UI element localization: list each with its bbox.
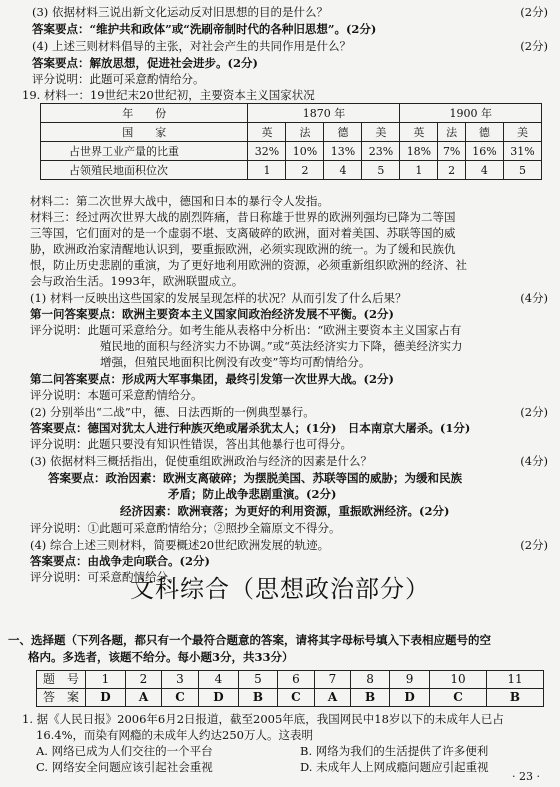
sub1-evaluation: 殖民地的面积与经济实力不协调。”或“英法经济实力下降，德美经济实力 [100, 339, 463, 353]
mc-instructions: 一、选择题（下列各题，都只有一个最符合题意的答案，请将其字母标号填入下表相应题号的空 [8, 633, 491, 647]
sub3-answer: 答案要点：政治因素：欧洲支离破碎；为摆脱美国、苏联等国的威胁；为缓和民族 [48, 471, 462, 485]
sub3-answer: 经济因素：欧洲衰落；为更好的利用资源，重振欧洲经济。(2分) [120, 504, 450, 518]
table-cell: 13% [324, 142, 362, 161]
table-cell: 31% [503, 142, 541, 161]
table-cell: 7% [438, 142, 466, 161]
answer-cell: A [125, 689, 161, 707]
section-title: 文科综合（思想政治部分） [130, 575, 430, 603]
answer-table [36, 670, 544, 707]
table-cell: 10% [286, 142, 324, 161]
answer-cell: A [314, 689, 350, 707]
table-cell: 2 [286, 161, 324, 180]
q1-option-a: A. 网络已成为人们交往的一个平台 [36, 744, 213, 758]
question-number: 3 [162, 671, 199, 689]
answer-table-header-number: 题 号 [37, 671, 86, 689]
page-number: · 23 · [512, 770, 540, 783]
answer-cell: D [198, 689, 238, 707]
table-country: 德 [465, 123, 503, 142]
q4-answer: 答案要点：解放思想，促进社会进步。(2分) [32, 56, 258, 70]
table-cell: 5 [503, 161, 541, 180]
q4-points: (2分) [520, 39, 548, 53]
sub4-points: (2分) [520, 538, 548, 552]
material-2: 材料二：第二次世界大战中，德国和日本的暴行令人发指。 [30, 194, 329, 208]
table-country: 英 [400, 123, 438, 142]
table-cell: 4 [465, 161, 503, 180]
answer-table-header-answer: 答 案 [37, 689, 86, 707]
q1-option-c: C. 网络安全问题应该引起社会重视 [36, 760, 213, 774]
question-number: 7 [314, 671, 350, 689]
table-country: 英 [248, 123, 286, 142]
mc-instructions: 格内。多选者，该题不给分。每小题3分，共33分） [28, 650, 294, 664]
table-header-country: 国 家 [41, 123, 248, 142]
material-3-line: 恨，防止历史悲剧的重演，为了更好地利用欧洲的资源，必须重新组织欧洲的经济、社 [30, 258, 467, 272]
table-cell: 23% [362, 142, 400, 161]
table-header-1900: 1900 年 [400, 104, 542, 123]
sub3-answer: 矛盾；防止战争悲剧重演。(2分) [168, 487, 337, 501]
q3-question: (3) 依据材料三说出新文化运动反对旧思想的目的是什么？ [32, 5, 328, 19]
table-country: 德 [324, 123, 362, 142]
table-cell: 2 [438, 161, 466, 180]
q1-stem: 16.4%，而染有网瘾的未成年人约达250万人。这表明 [36, 728, 313, 742]
sub1-evaluation: 评分说明：本题可采意酌情给分。 [30, 388, 203, 402]
table-header-year: 年 份 [41, 104, 248, 123]
sub3-evaluation: 评分说明：①此题可采意酌情给分；②照抄全篇原文不得分。 [30, 521, 341, 535]
answer-cell: B [238, 689, 277, 707]
q19-data-table [40, 103, 542, 180]
question-number: 9 [390, 671, 430, 689]
table-country: 美 [503, 123, 541, 142]
table-cell: 1 [400, 161, 438, 180]
sub1-evaluation: 评分说明：此题可采意给分。如考生能从表格中分析出：“欧洲主要资本主义国家占有 [30, 323, 462, 337]
answer-cell: C [277, 689, 314, 707]
material-3-line: 三等国，它们面对的是一个虚弱不堪、支离破碎的欧洲，面对着美国、苏联等国的威 [30, 226, 456, 240]
material-3-line: 材料三：经过两次世界大战的剧烈阵痛，昔日称雄于世界的欧洲列强均已降为二等国 [30, 210, 456, 224]
question-number: 11 [486, 671, 543, 689]
sub3-question: (3) 依据材料三概括指出，促使重组欧洲政治与经济的因素是什么？ [30, 454, 372, 468]
q3-points: (2分) [520, 5, 548, 19]
sub2-points: (2分) [520, 405, 548, 419]
table-row2-label: 占领殖民地面积位次 [41, 161, 248, 180]
q1-option-d: D. 未成年人上网成瘾问题应引起重视 [300, 760, 489, 774]
sub1-evaluation: 增强，但殖民地面积比例没有改变”等均可酌情给分。 [100, 355, 371, 369]
q4-evaluation: 评分说明：此题可采意酌情给分。 [32, 72, 205, 86]
sub4-question: (4) 综合上述三则材料，简要概述20世纪欧洲发展的轨迹。 [30, 538, 330, 552]
answer-cell: B [486, 689, 543, 707]
sub2-evaluation: 评分说明：此题只要没有知识性错误，答出其他暴行也可得分。 [30, 437, 352, 451]
material-3-line: 胁，欧洲政治家清醒地认识到，要重振欧洲，必须实现欧洲的统一。为了缓和民族仇 [30, 242, 456, 256]
question-number: 6 [277, 671, 314, 689]
table-cell: 18% [400, 142, 438, 161]
answer-cell: D [86, 689, 126, 707]
sub3-points: (4分) [520, 454, 548, 468]
question-number: 2 [125, 671, 161, 689]
sub1-question: (1) 材料一反映出这些国家的发展呈现怎样的状况？从而引发了什么后果？ [30, 291, 407, 305]
sub1-answer-2: 第二问答案要点：形成两大军事集团，最终引发第一次世界大战。(2分) [30, 372, 394, 386]
answer-cell: D [390, 689, 430, 707]
table-cell: 5 [362, 161, 400, 180]
sub1-answer-1: 第一问答案要点：欧洲主要资本主义国家间政治经济发展不平衡。(2分) [30, 307, 394, 321]
table-cell: 32% [248, 142, 286, 161]
sub2-question: (2) 分别举出“二战”中，德、日法西斯的一例典型暴行。 [30, 405, 315, 419]
table-header-1870: 1870 年 [248, 104, 400, 123]
question-number: 4 [198, 671, 238, 689]
table-country: 法 [286, 123, 324, 142]
table-cell: 1 [248, 161, 286, 180]
table-row1-label: 占世界工业产量的比重 [41, 142, 248, 161]
table-cell: 4 [324, 161, 362, 180]
question-number: 1 [86, 671, 126, 689]
table-country: 美 [362, 123, 400, 142]
q3-answer: 答案要点：“维护共和政体”或“洗刷帝制时代的各种旧思想”。(2分) [32, 22, 377, 36]
table-cell: 16% [465, 142, 503, 161]
question-number: 5 [238, 671, 277, 689]
table-country: 法 [438, 123, 466, 142]
question-number: 10 [429, 671, 486, 689]
sub4-answer: 答案要点：由战争走向联合。(2分) [30, 554, 210, 568]
q4-question: (4) 上述三则材料倡导的主张，对社会产生的共同作用是什么？ [32, 39, 351, 53]
question-number: 8 [351, 671, 390, 689]
q1-stem: 1. 据《人民日报》2006年6月2日报道，截至2005年底，我国网民中18岁以下的未成年人已占 [22, 712, 504, 726]
material-3-line: 会与政治生活。1993年，欧洲联盟成立。 [30, 274, 244, 288]
answer-cell: C [162, 689, 199, 707]
q19-title: 19. 材料一：19世纪末20世纪初，主要资本主义国家状况 [22, 88, 315, 102]
sub4-evaluation: 评分说明：可采意酌情给分。 [30, 570, 180, 584]
answer-cell: B [351, 689, 390, 707]
sub1-points: (4分) [520, 291, 548, 305]
q1-option-b: B. 网络为我们的生活提供了许多便利 [300, 744, 489, 758]
sub2-answer: 答案要点：德国对犹太人进行种族灭绝或屠杀犹太人；(1分) 日本南京大屠杀。(1分) [30, 421, 471, 435]
answer-cell: C [429, 689, 486, 707]
